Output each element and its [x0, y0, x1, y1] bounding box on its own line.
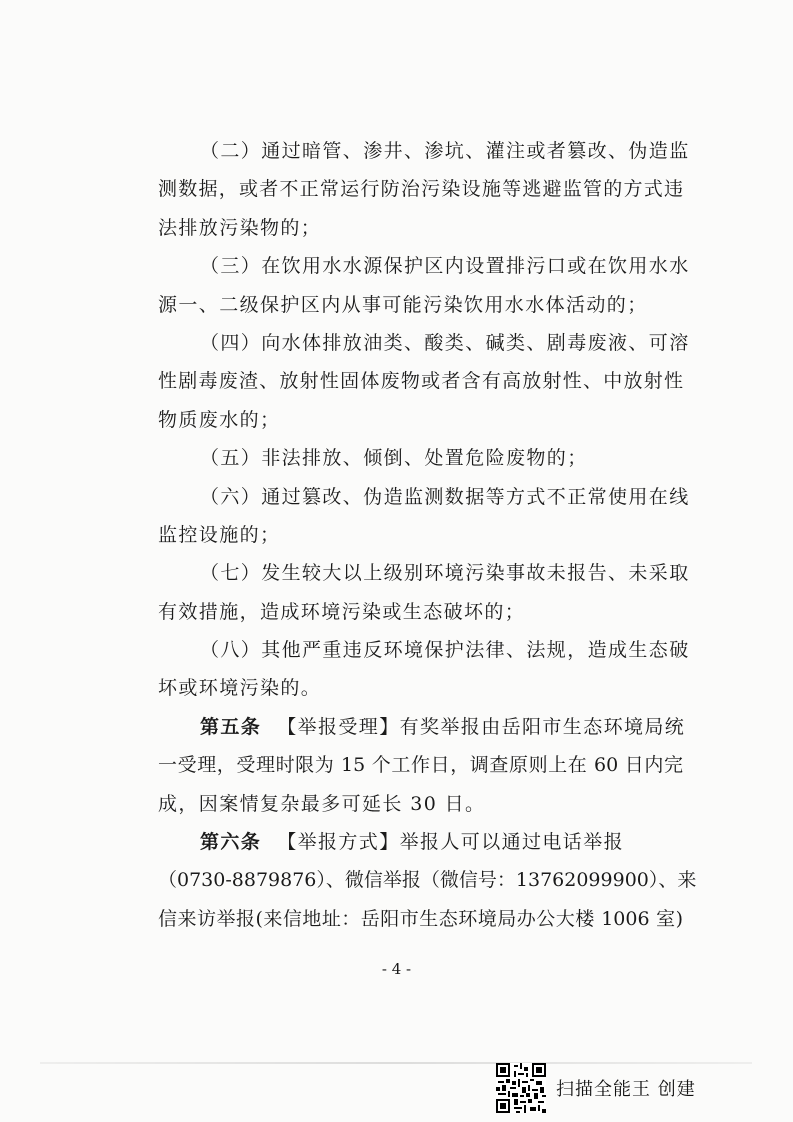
article-5-heading: 第五条	[200, 715, 262, 738]
text-line: 测数据，或者不正常运行防治污染设施等逃避监管的方式违	[158, 178, 683, 201]
text-line: （六）通过篡改、伪造监测数据等方式不正常使用在线	[200, 485, 690, 508]
text-line: 物质废水的；	[158, 408, 281, 431]
text-line: （八）其他严重违反环境保护法律、法规，造成生态破	[200, 639, 690, 662]
text-line: 成，因案情复杂最多可延长 30 日。	[158, 792, 486, 815]
page-number: - 4 -	[381, 960, 412, 978]
text-line: 坏或环境污染的。	[158, 677, 322, 700]
text-line: （0730-8879876）、微信举报（微信号：13762099900）、来	[158, 869, 697, 892]
article-5-first-line	[158, 708, 686, 746]
text-line: 法排放污染物的；	[158, 216, 322, 239]
article-6-heading: 第六条	[200, 831, 262, 854]
qr-code-icon	[496, 1063, 546, 1113]
scanner-watermark-text: 扫描全能王 创建	[556, 1079, 696, 1100]
scanner-watermark	[496, 1063, 696, 1113]
article-5-text: 【举报受理】有奖举报由岳阳市生态环境局统	[277, 715, 686, 738]
text-line: （四）向水体排放油类、酸类、碱类、剧毒废液、可溶	[200, 331, 690, 354]
text-line: 信来访举报(来信地址：岳阳市生态环境局办公大楼 1006 室)	[158, 907, 683, 930]
text-line: （七）发生较大以上级别环境污染事故未报告、未采取	[200, 562, 690, 585]
article-6-first-line	[158, 823, 683, 861]
text-line: 性剧毒废渣、放射性固体废物或者含有高放射性、中放射性	[158, 370, 683, 393]
text-line: 监控设施的；	[158, 523, 281, 546]
text-line: （五）非法排放、倾倒、处置危险废物的；	[200, 447, 588, 470]
text-line: 有效措施，造成环境污染或生态破坏的；	[158, 600, 526, 623]
document-body	[158, 132, 697, 938]
article-6-text: 【举报方式】举报人可以通过电话举报	[277, 831, 625, 854]
text-line: 一受理，受理时限为 15 个工作日，调查原则上在 60 日内完	[158, 754, 683, 777]
text-line: 源一、二级保护区内从事可能污染饮用水水体活动的；	[158, 293, 648, 316]
text-line: （三）在饮用水水源保护区内设置排污口或在饮用水水	[200, 255, 690, 278]
text-line: （二）通过暗管、渗井、渗坑、灌注或者篡改、伪造监	[200, 140, 690, 162]
